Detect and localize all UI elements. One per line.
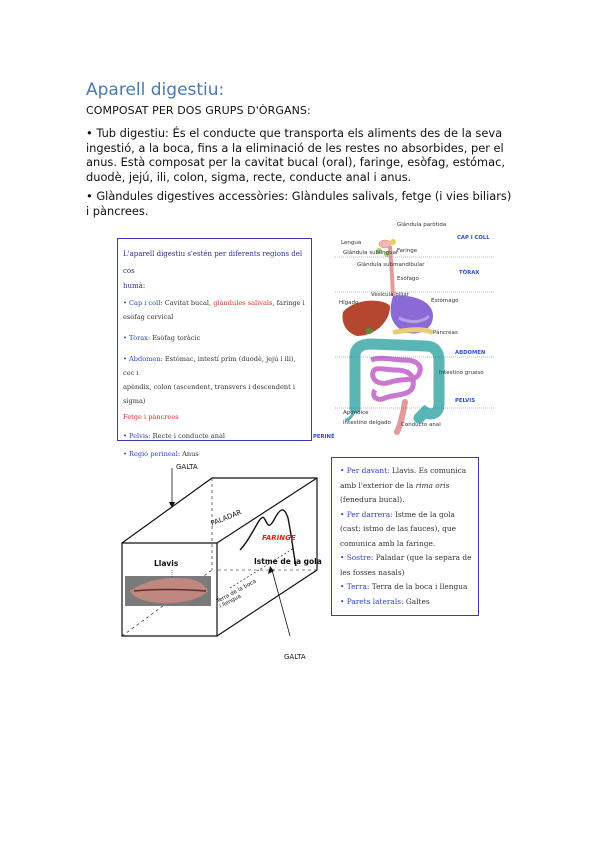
region-label-perine: PERINÉ: [313, 434, 335, 440]
wall-davant-3: (fenedura bucal).: [340, 495, 405, 504]
label-glandula-sublingual: Glándula sublingual: [343, 250, 398, 256]
label-terra: Terra de la boca i llengua: [215, 578, 258, 610]
wall-davant: [340, 464, 474, 479]
region-torax: [123, 331, 305, 345]
wall-sostre: [340, 551, 474, 566]
region-label-torax: TÒRAX: [459, 270, 480, 276]
region-label-pelvis: PELVIS: [455, 398, 476, 404]
region-cap-text: Cavitat bucal,: [162, 299, 214, 307]
wall-parets: [340, 595, 474, 610]
region-abdomen-3: Fetge i pàncrees: [123, 413, 179, 421]
label-llavis: Llavis: [154, 559, 179, 568]
region-pelvis: [123, 429, 305, 443]
regions-header-2: humà:: [123, 282, 146, 290]
region-abdomen-text: Estómac, intestí prim (duodè, jejú i ili), cec i: [123, 355, 296, 377]
label-galta-top: GALTA: [176, 463, 198, 471]
paragraph-tub-digestiu: • Tub digestiu: És el conducte que transporta els aliments des de la seva ingestió, a la boca, fins a la eliminació de les restes no absorbides, per el anus. Està composat per la cavitat bucal (oral), faringe, esòfag, estómac, duodè, jejú, ili, colon, sigma, recte, conducte anal i anus.: [86, 126, 505, 184]
region-label-abdomen: ABDOMEN: [455, 350, 486, 356]
region-pelvis-text: Recte i conducte anal: [150, 432, 226, 440]
label-glandula-parotida: Glándula parótida: [397, 222, 447, 228]
region-torax-text: Esòfag toràcic: [150, 334, 201, 342]
label-istme: Istme de la gola: [254, 557, 322, 566]
oral-walls-info-box: [331, 457, 479, 616]
label-intestino-grueso: Intestino grueso: [439, 370, 484, 376]
region-cap-glands: glàndules salivals: [213, 299, 273, 307]
region-cap-text-b: , faringe i: [272, 299, 305, 307]
wall-darrera: [340, 508, 474, 523]
label-esofago: Esófago: [397, 276, 419, 282]
wall-sostre-text: Paladar (que la separa de: [373, 553, 472, 562]
label-vesicula: Vesícula biliar: [371, 292, 409, 298]
wall-sostre-label: • Sostre:: [340, 553, 374, 562]
wall-davant-italic: rima oris: [415, 480, 450, 490]
region-cap-coll-2: esòfag cervical: [123, 313, 174, 321]
label-intestino-delgado: Intestino delgado: [343, 420, 391, 426]
wall-parets-text: Galtes: [403, 596, 430, 606]
wall-davant-text: Llavis. Es comunica: [389, 466, 467, 475]
wall-darrera-text: Istme de la gola: [392, 509, 455, 519]
region-pelvis-label: • Pelvis:: [123, 432, 151, 440]
region-abdomen-2: apèndix, colon (ascendent, transvers i descendent i sigma): [123, 383, 295, 405]
label-faringe-mouth: FARINGE: [262, 534, 296, 542]
region-torax-label: • Tòrax:: [123, 334, 151, 342]
label-glandula-submandibular: Glándula submandibular: [357, 262, 425, 268]
label-estomago: Estómago: [431, 298, 459, 304]
region-abdomen: [123, 352, 305, 380]
label-higado: Hígado: [339, 300, 359, 306]
wall-darrera-label: • Per darrera:: [340, 509, 393, 519]
label-faringe: Faringe: [397, 248, 418, 254]
region-label-cap: CAP I COLL: [457, 235, 490, 241]
region-perineal-text: Anus: [180, 450, 199, 458]
wall-terra-text: Terra de la boca i llengua: [369, 582, 468, 591]
region-cap-coll: [123, 296, 305, 310]
wall-davant-2: [340, 479, 474, 494]
region-perineal-label: • Regió perineal:: [123, 450, 181, 458]
region-cap-label: • Cap i coll:: [123, 299, 163, 307]
wall-darrera-3: comunica amb la faringe.: [340, 538, 436, 548]
paragraph-glandules: • Glàndules digestives accessòries: Glàndules salivals, fetge (i vies biliars) i pàncrees.: [86, 189, 512, 218]
label-lengua: Lengua: [341, 240, 362, 246]
label-paladar: PALADAR: [209, 508, 243, 528]
section-subtitle: COMPOSAT PER DOS GRUPS D'ÒRGANS:: [86, 104, 311, 117]
label-pancreas: Páncreas: [433, 330, 458, 336]
wall-darrera-2: (cast: istmo de las fauces), que: [340, 524, 456, 533]
oral-cavity-diagram: [112, 458, 327, 663]
wall-terra: [340, 580, 474, 595]
wall-sostre-2: les fosses nasals): [340, 567, 405, 577]
wall-terra-label: • Terra:: [340, 582, 370, 591]
wall-davant-label: • Per davant:: [340, 466, 390, 475]
label-conducto-anal: Conducto anal: [401, 422, 441, 428]
wall-parets-label: • Parets laterals:: [340, 596, 404, 606]
regions-info-box: [117, 238, 312, 458]
digestive-anatomy-figure: [313, 222, 495, 442]
regions-header: L'aparell digestiu s'estén per diferents regions del cos: [123, 250, 303, 275]
label-galta-bottom: GALTA: [284, 653, 306, 661]
page-title: Aparell digestiu:: [86, 80, 225, 100]
wall-davant-text-2: amb l'exterior de la: [340, 480, 416, 490]
region-abdomen-label: • Abdomen:: [123, 355, 163, 363]
label-apendice: Apéndice: [343, 410, 369, 416]
